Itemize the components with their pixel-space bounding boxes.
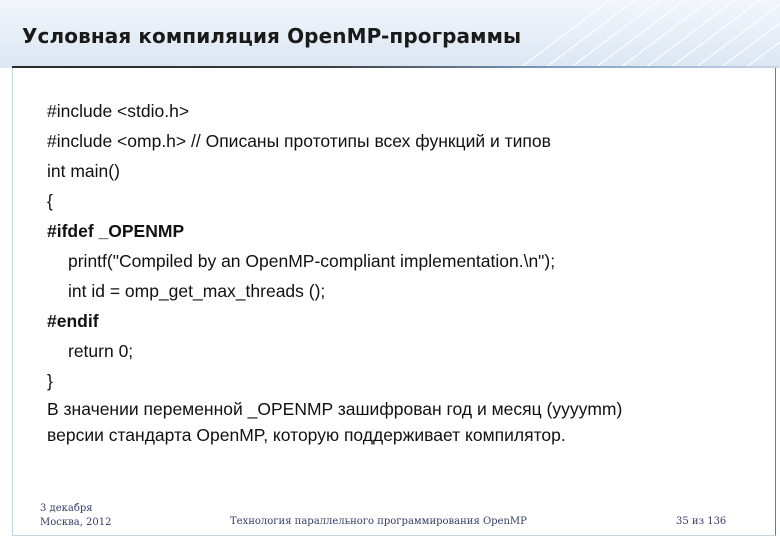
code-line: return 0; bbox=[68, 341, 134, 361]
code-line: int main() bbox=[47, 161, 120, 181]
deco-line bbox=[695, 4, 780, 68]
deco-line bbox=[670, 0, 760, 68]
footer-date-line: 3 декабря bbox=[40, 503, 93, 514]
code-line-directive: #ifdef _OPENMP bbox=[47, 221, 185, 241]
deco-line bbox=[520, 0, 610, 68]
deco-line bbox=[620, 0, 710, 68]
deco-line bbox=[570, 0, 660, 68]
slide-title: Условная компиляция OpenMP-программы bbox=[22, 24, 522, 48]
code-line: #include <stdio.h> bbox=[47, 101, 190, 121]
code-line: int id = omp_get_max_threads (); bbox=[68, 281, 326, 301]
code-line-directive: #endif bbox=[47, 311, 99, 331]
code-line: printf("Compiled by an OpenMP-compliant implementation.\n"); bbox=[68, 251, 556, 271]
code-line: { bbox=[47, 191, 53, 211]
deco-line bbox=[645, 0, 735, 68]
footer-date bbox=[40, 502, 112, 530]
footer-course-title: Технология параллельного программирования OpenMP bbox=[230, 516, 527, 527]
code-line: } bbox=[47, 371, 53, 391]
footer-place-year: Москва, 2012 bbox=[40, 517, 112, 528]
deco-line bbox=[720, 23, 780, 68]
explanation-line: версии стандарта OpenMP, которую поддерживает компилятор. bbox=[47, 425, 566, 445]
slide-body bbox=[47, 96, 737, 448]
code-line: #include <omp.h> // Описаны прототипы всех функций и типов bbox=[47, 131, 551, 151]
footer-page-number: 35 из 136 bbox=[676, 516, 727, 527]
deco-line bbox=[545, 0, 635, 68]
deco-line bbox=[595, 0, 685, 68]
explanation-line: В значении переменной _OPENMP зашифрован год и месяц (yyyymm) bbox=[47, 399, 623, 419]
